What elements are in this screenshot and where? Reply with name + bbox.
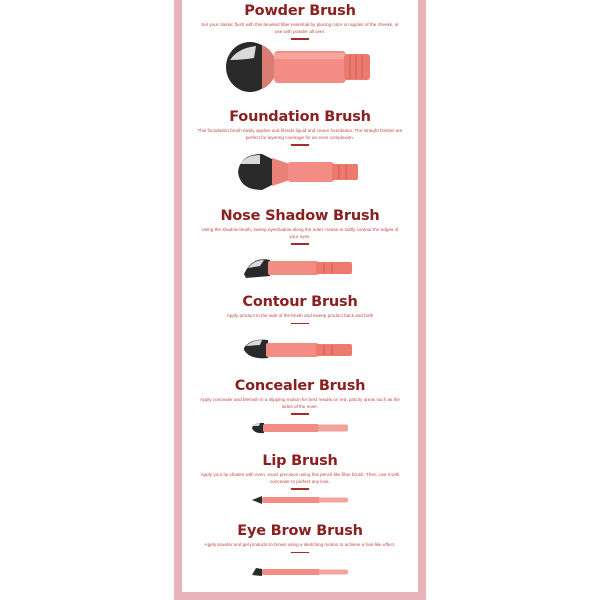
eye-brow-brush-icon: [250, 566, 350, 578]
brush-section-concealer: [182, 378, 418, 415]
brush-description: Apply product to the side of the brush and sweep product back and forth: [226, 313, 374, 318]
brush-title: Foundation Brush: [229, 109, 371, 125]
brush-section-foundation: [182, 109, 418, 146]
divider: [291, 243, 309, 245]
brush-section-contour: [182, 294, 418, 324]
brush-description: Set your classic flush with this beveled fiber essential by placing color on apples of the cheeks, or use with powder all over.: [201, 22, 399, 34]
powder-brush-icon: [226, 40, 376, 94]
brush-title: Concealer Brush: [234, 378, 366, 394]
brush-section-lip: [182, 453, 418, 490]
brush-description: Apply your lip shades with even, exact precision using this pencil-like fiber brush. Then, use it with concealer to perfect any look.: [200, 472, 400, 484]
contour-brush-icon: [242, 336, 356, 362]
brush-title: Contour Brush: [242, 294, 358, 310]
brush-title: Nose Shadow Brush: [220, 208, 380, 224]
brush-section-eye-brow: [182, 523, 418, 553]
concealer-brush-icon: [250, 420, 350, 436]
divider: [291, 488, 309, 490]
brush-title: Powder Brush: [244, 3, 356, 19]
foundation-brush-icon: [236, 150, 362, 194]
divider: [291, 413, 309, 415]
lip-brush-icon: [250, 494, 350, 506]
brush-description: Using the shadow brush, sweep eyeshadow along the outer crease to softly contour the edges of your eyes.: [201, 227, 399, 239]
divider: [291, 552, 309, 554]
brush-description: Apply concealer and blemish in a stippling motion for best results on red, patchy areas such as the sides of the nose.: [200, 397, 400, 409]
brush-section-powder: [182, 3, 418, 40]
brush-description: Apply powder and gel products to brows using a sketching motion to achieve a hair-like effect.: [204, 542, 396, 547]
divider: [291, 144, 309, 146]
nose-shadow-brush-icon: [242, 254, 356, 280]
brush-title: Lip Brush: [262, 453, 338, 469]
divider: [291, 323, 309, 325]
brush-section-nose-shadow: [182, 208, 418, 245]
brush-title: Eye Brow Brush: [237, 523, 363, 539]
brush-description: This foundation brush easily applies and blends liquid and cream foundation. The straight bristles are perfect for layering coverage for an even complexion.: [197, 128, 403, 140]
